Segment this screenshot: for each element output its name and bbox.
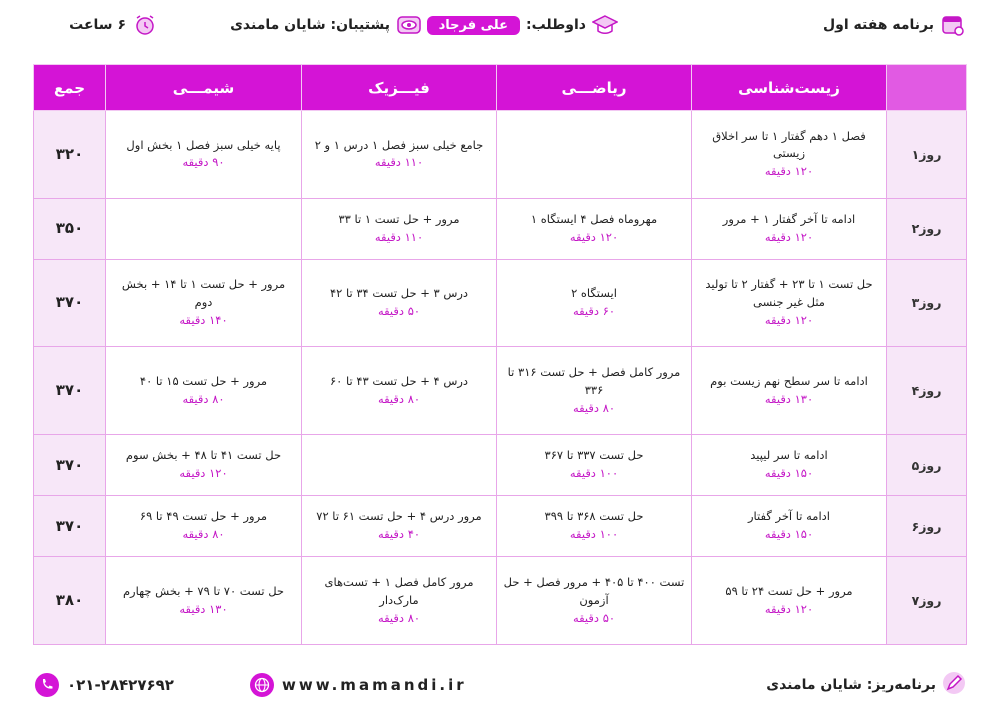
task-text: حل تست ۳۶۸ تا ۳۹۹ bbox=[544, 509, 644, 524]
math-cell bbox=[497, 198, 692, 259]
chemistry-cell bbox=[106, 111, 302, 199]
graduation-cap-icon bbox=[592, 12, 618, 38]
task-text: مرور + حل تست ۱ تا ۱۴ + بخش دوم bbox=[121, 277, 286, 310]
task-text: حل تست ۳۳۷ تا ۳۶۷ bbox=[544, 448, 644, 463]
duration-text: ۸۰ دقیقه bbox=[182, 391, 225, 406]
planner-label: برنامه‌ریز: شایان مامندی bbox=[766, 677, 936, 693]
physics-cell bbox=[302, 557, 497, 645]
day-column-header bbox=[887, 65, 967, 111]
week-title-text: برنامه هفته اول bbox=[822, 17, 934, 33]
total-cell: ۳۷۰ bbox=[34, 435, 106, 496]
duration-text: ۱۲۰ دقیقه bbox=[764, 601, 814, 616]
total-cell: ۳۷۰ bbox=[34, 347, 106, 435]
phone-number[interactable]: ۰۲۱-۲۸۴۲۷۶۹۲ bbox=[67, 676, 174, 694]
support-info bbox=[230, 10, 422, 40]
physics-cell bbox=[302, 111, 497, 199]
calendar-icon bbox=[940, 12, 966, 38]
task-text: ادامه تا سر سطح نهم زیست بوم bbox=[710, 374, 868, 389]
biology-cell bbox=[692, 347, 887, 435]
header bbox=[0, 0, 1000, 50]
task-text: حل تست ۴۱ تا ۴۸ + بخش سوم bbox=[125, 448, 282, 463]
phone-icon bbox=[35, 673, 59, 697]
day-label: روز۷ bbox=[887, 557, 967, 645]
math-cell bbox=[497, 111, 692, 199]
task-text: ادامه تا آخر گفتار ۱ + مرور bbox=[722, 211, 856, 226]
duration-text: ۶۰ دقیقه bbox=[572, 304, 616, 319]
biology-cell bbox=[692, 557, 887, 645]
physics-cell bbox=[302, 496, 497, 557]
duration-text: ۱۲۰ دقیقه bbox=[764, 229, 814, 244]
duration-text: ۸۰ دقیقه bbox=[572, 400, 616, 415]
duration-text: ۸۰ دقیقه bbox=[377, 610, 421, 625]
task-text: درس ۳ + حل تست ۳۴ تا ۴۲ bbox=[329, 286, 469, 301]
column-header-math: ریاضـــی bbox=[497, 65, 692, 111]
physics-cell bbox=[302, 435, 497, 496]
duration-text: ۵۰ دقیقه bbox=[377, 304, 421, 319]
planner-info bbox=[766, 672, 966, 698]
alarm-clock-icon bbox=[132, 12, 158, 38]
physics-cell bbox=[302, 347, 497, 435]
duration-text: ۱۱۰ دقیقه bbox=[374, 229, 424, 244]
table-row bbox=[34, 496, 967, 557]
task-text: ایستگاه ۲ bbox=[571, 286, 617, 301]
column-header-physics: فیـــزیک bbox=[302, 65, 497, 111]
task-text: ادامه تا سر لیپید bbox=[750, 448, 828, 463]
biology-cell bbox=[692, 435, 887, 496]
student-label: داوطلب: bbox=[525, 17, 586, 33]
task-text: مهروماه فصل ۴ ایستگاه ۱ bbox=[530, 211, 658, 226]
student-info bbox=[427, 10, 618, 40]
duration-text: ۱۲۰ دقیقه bbox=[569, 229, 619, 244]
duration-text: ۱۵۰ دقیقه bbox=[764, 466, 814, 481]
duration-text: ۹۰ دقیقه bbox=[182, 155, 225, 170]
day-label: روز۵ bbox=[887, 435, 967, 496]
duration-text: ۸۰ دقیقه bbox=[182, 527, 225, 542]
hours-text: ۶ ساعت bbox=[69, 17, 126, 33]
task-text: مرور + حل تست ۱ تا ۳۳ bbox=[338, 211, 460, 226]
physics-cell bbox=[302, 259, 497, 347]
chemistry-cell bbox=[106, 435, 302, 496]
task-text: فصل ۱ دهم گفتار ۱ تا سر اخلاق زیستی bbox=[712, 128, 866, 161]
column-header-biology: زیست‌شناسی bbox=[692, 65, 887, 111]
biology-cell bbox=[692, 259, 887, 347]
duration-text: ۱۱۰ دقیقه bbox=[374, 155, 424, 170]
task-text: مرور + حل تست ۱۵ تا ۴۰ bbox=[139, 374, 268, 389]
chemistry-cell bbox=[106, 259, 302, 347]
task-text: تست ۴۰۰ تا ۴۰۵ + مرور فصل + حل آزمون bbox=[503, 574, 685, 607]
duration-text: ۵۰ دقیقه bbox=[572, 610, 616, 625]
day-label: روز۱ bbox=[887, 111, 967, 199]
website-info bbox=[250, 672, 467, 698]
weekly-schedule-table bbox=[33, 64, 966, 645]
biology-cell bbox=[692, 198, 887, 259]
total-cell: ۳۸۰ bbox=[34, 557, 106, 645]
duration-text: ۱۳۰ دقیقه bbox=[764, 391, 814, 406]
student-name-badge: علی فرجاد bbox=[427, 16, 520, 35]
task-text: ادامه تا آخر گفتار bbox=[748, 509, 830, 524]
duration-text: ۴۰ دقیقه bbox=[377, 527, 421, 542]
phone-info bbox=[35, 672, 174, 698]
total-cell: ۳۵۰ bbox=[34, 198, 106, 259]
total-cell: ۳۷۰ bbox=[34, 496, 106, 557]
day-label: روز۲ bbox=[887, 198, 967, 259]
day-label: روز۳ bbox=[887, 259, 967, 347]
duration-text: ۱۰۰ دقیقه bbox=[569, 527, 619, 542]
daily-hours bbox=[69, 10, 158, 40]
duration-text: ۱۰۰ دقیقه bbox=[569, 466, 619, 481]
table-row bbox=[34, 198, 967, 259]
total-cell: ۳۷۰ bbox=[34, 259, 106, 347]
duration-text: ۱۵۰ دقیقه bbox=[764, 527, 814, 542]
task-text: جامع خیلی سبز فصل ۱ درس ۱ و ۲ bbox=[314, 137, 484, 152]
math-cell bbox=[497, 347, 692, 435]
duration-text: ۱۴۰ دقیقه bbox=[179, 313, 228, 327]
math-cell bbox=[497, 259, 692, 347]
total-cell: ۳۲۰ bbox=[34, 111, 106, 199]
physics-cell bbox=[302, 198, 497, 259]
duration-text: ۱۲۰ دقیقه bbox=[764, 313, 814, 327]
biology-cell bbox=[692, 111, 887, 199]
support-label: پشتیبان: شایان مامندی bbox=[230, 17, 390, 33]
task-text: مرور + حل تست ۲۴ تا ۵۹ bbox=[725, 583, 853, 598]
support-eye-icon bbox=[396, 12, 422, 38]
pencil-icon bbox=[942, 671, 966, 699]
task-text: پایه خیلی سبز فصل ۱ بخش اول bbox=[126, 137, 281, 152]
table-header-row bbox=[34, 65, 967, 111]
task-text: حل تست ۷۰ تا ۷۹ + بخش چهارم bbox=[122, 583, 285, 598]
table-row bbox=[34, 347, 967, 435]
task-text: مرور کامل فصل + حل تست ۳۱۶ تا ۳۳۶ bbox=[507, 365, 681, 397]
task-text: حل تست ۱ تا ۲۳ + گفتار ۲ تا تولید مثل غیر جنسی bbox=[705, 277, 873, 310]
duration-text: ۸۰ دقیقه bbox=[377, 391, 421, 406]
week-title bbox=[823, 10, 966, 40]
day-label: روز۴ bbox=[887, 347, 967, 435]
math-cell bbox=[497, 496, 692, 557]
table-row bbox=[34, 435, 967, 496]
task-text: درس ۴ + حل تست ۴۳ تا ۶۰ bbox=[329, 374, 469, 389]
column-header-chemistry: شیمـــی bbox=[106, 65, 302, 111]
column-header-total: جمع bbox=[34, 65, 106, 111]
table-row bbox=[34, 111, 967, 199]
math-cell bbox=[497, 557, 692, 645]
website-link[interactable]: www.mamandi.ir bbox=[282, 676, 467, 694]
chemistry-cell bbox=[106, 557, 302, 645]
duration-text: ۱۳۰ دقیقه bbox=[179, 601, 228, 616]
day-label: روز۶ bbox=[887, 496, 967, 557]
biology-cell bbox=[692, 496, 887, 557]
task-text: مرور درس ۴ + حل تست ۶۱ تا ۷۲ bbox=[316, 509, 482, 524]
duration-text: ۱۲۰ دقیقه bbox=[764, 164, 814, 179]
chemistry-cell bbox=[106, 347, 302, 435]
table-row bbox=[34, 557, 967, 645]
table-row bbox=[34, 259, 967, 347]
chemistry-cell bbox=[106, 496, 302, 557]
task-text: مرور + حل تست ۴۹ تا ۶۹ bbox=[139, 509, 268, 524]
math-cell bbox=[497, 435, 692, 496]
duration-text: ۱۲۰ دقیقه bbox=[179, 466, 228, 481]
chemistry-cell bbox=[106, 198, 302, 259]
globe-icon bbox=[250, 673, 274, 697]
task-text: مرور کامل فصل ۱ + تست‌های مارک‌دار bbox=[324, 574, 474, 607]
